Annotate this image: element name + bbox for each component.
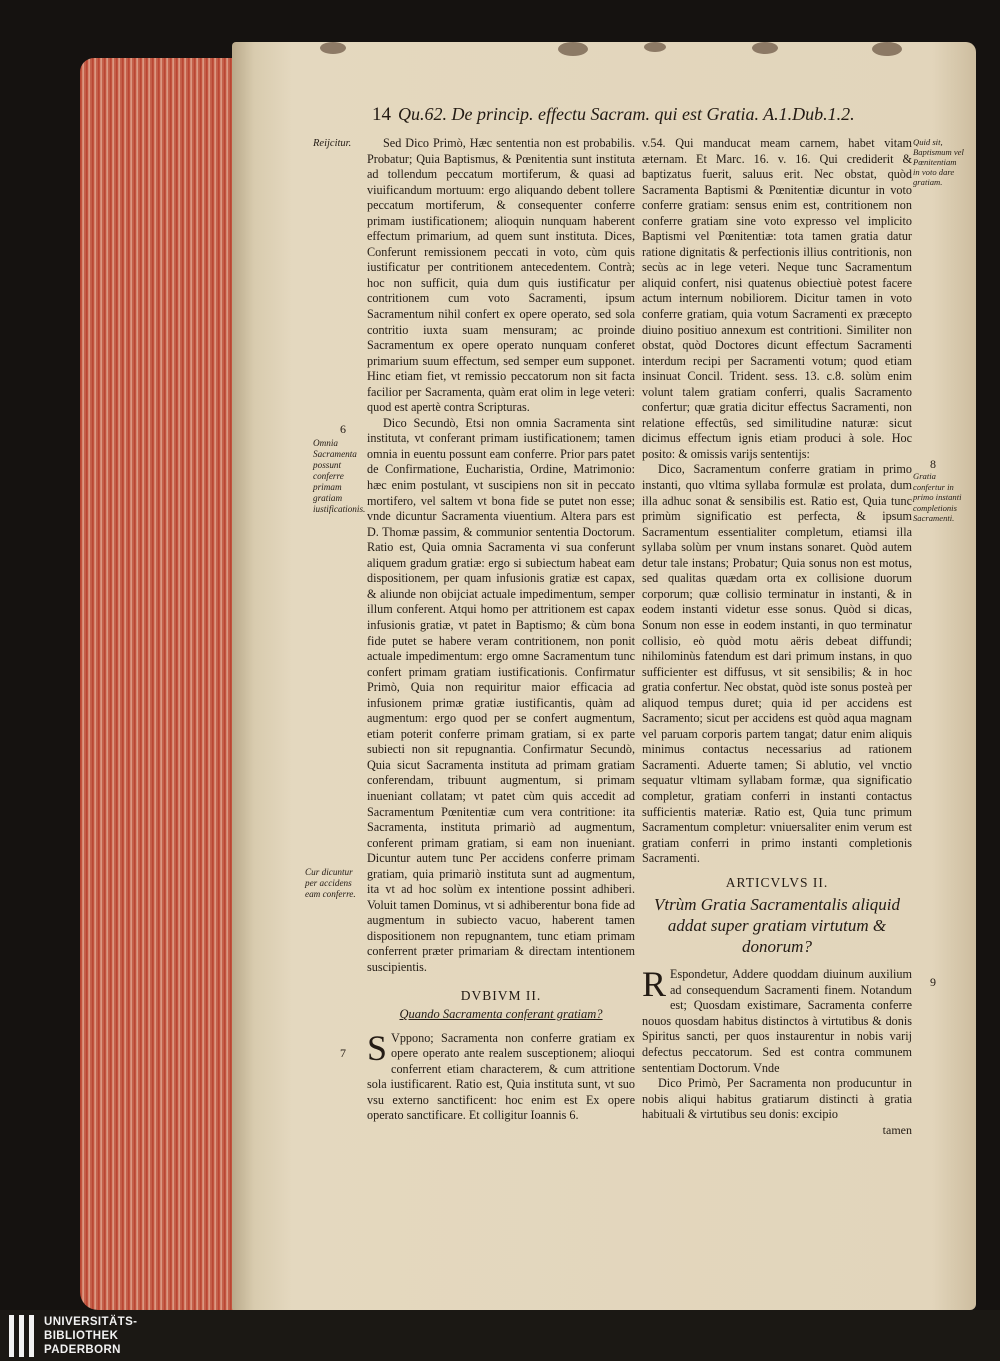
library-name: [44, 1315, 137, 1357]
margin-note-reijcitur: Reijcitur.: [313, 138, 352, 149]
catchword: tamen: [882, 1122, 912, 1137]
dubium-question: Quando Sacramenta conferant gratiam?: [399, 1007, 603, 1022]
library-name-line: UNIVERSITÄTS-: [44, 1316, 138, 1328]
running-header: [372, 104, 932, 128]
paragraph: Dico Primò, Per Sacramenta non producuntur in nobis aliqui habitus gratiarum distincti à gratia habituali & virtutibus seu donis: excipio: [642, 1076, 912, 1122]
text-column-right: [642, 136, 912, 1138]
page-number: 14: [372, 104, 391, 125]
ink-stain: [872, 42, 902, 56]
drop-capital: S: [367, 1027, 388, 1068]
margin-note-quid-sit: Quid sit, Baptismum vel Pœnitentiam in voto dare gratiam.: [913, 137, 964, 187]
margin-note-cur-dicuntur: Cur dicuntur per accidens eam conferre.: [305, 867, 356, 899]
ink-stain: [558, 42, 588, 56]
paragraph-text: Vppono; Sacramenta non conferre gratiam ex opere operato ante realem susceptionem; alioqui conferrent etiam characterem, & cum attritione sola iustificarent. Ratio est, Quia instituta sunt, vt suo vsu externo sanctificent: hoc enim est Ex opere operato sanctificare. Et colligitur Ioannis 6.: [367, 1030, 635, 1123]
footer-bar: [0, 1310, 1000, 1361]
margin-note-omnia-sacramenta: Omnia Sacramenta possunt conferre primam gratiam iustificationis.: [313, 438, 366, 514]
margin-number-8: 8: [930, 457, 936, 471]
drop-capital: R: [642, 964, 667, 1005]
paragraph: Dico, Sacramentum conferre gratiam in primo instanti, quo vltima syllaba formulæ est prolata, dum illa adhuc sonat & sensibilis est. Ratio est, Quia tunc primùm significatio est perfecta, & ipsum Sacramentum essentialiter completum, etiamsi illa syllaba solùm per vnum instans sonaret. Quòd autem detur tale instans; Probatur; Quia sonus non est motus, sed qualitas quædam orta ex collisione duorum corporum; quæ collisio terminatur in instanti, & in eodem instanti videtur esse sonus. Quòd si dicas, Sonum non esse in eodem instanti, in quo terminatur collisio, eò quòd motu aëris debeat diffundi; nihilominùs fatendum est dari primum instans, in quo sufficienter est diffusus, vt sit sensibilis; & in hoc gratia confertur. Nec obstat, quòd iste sonus posteà per aliquod tempus duret; quia id per accidens est Sacramento; sicut per accidens est quòd aqua magnam vel paruam corporis partem tangat; datur enim aliquis minimus contactus necessarius ad rationem Sacramenti. Aduerte tamen; Si ablutio, vel vnctio sequatur vltimam syllabam formæ, qua significatio completur, gratiam conferri in instanti contactus sufficientis materiæ. Ratio est, Quia tunc primum Sacramentum completur: vniuersaliter enim verum est gratiam conferri in primo instanti completionis Sacramenti.: [642, 462, 912, 866]
ink-stain: [644, 42, 666, 52]
ink-stain: [752, 42, 778, 54]
paragraph-with-dropcap: [642, 964, 912, 1076]
paragraph-with-dropcap: [367, 1027, 635, 1124]
paragraph: v.54. Qui manducat meam carnem, habet vitam æternam. Et Marc. 16. v. 16. Qui crediderit & baptizatus fuerit, saluus erit. Nec obstat, quòd Sacramenta Baptismi & Pœnitentiæ dicuntur in voto conferre gratiam: sensus enim est, contritionem non conferre gratiam sine voto expresso vel implicito Baptismi vel Pœnitentiæ: tota tamen gratia datur ratione dignitatis & perfectionis illius contritionis, non secùs ac in lege veteri. Neque tunc Sacramentum aliquid confert, nisi quatenus obiectiuè potest facere actum internum nobiliorem. Dicitur tamen in voto conferre gratiam, quia votum Sacramenti ex præcepto diuino positiuo annexum est contritioni. Similiter non obstat, quòd Doctores dicunt effectum Sacramenti interdum recipi per Sacramenti votum; quod etiam insinuat Concil. Trident. sess. 13. c.8. solùm enim volunt talem gratiam conferri, qualis Sacramento confertur; quæ gratia dicitur effectus Sacramenti, non relatione effectûs, sed similitudine naturæ: sicut dicimus effectum ignis etiam produci à sole. Hoc posito: & omissis varijs sententijs:: [642, 136, 912, 461]
library-name-line: BIBLIOTHEK: [44, 1330, 119, 1342]
margin-note-gratia-confertur: Gratia confertur in primo instanti completionis Sacramenti.: [913, 471, 962, 523]
running-title: Qu.62. De princip. effectu Sacram. qui est Gratia. A.1.Dub.1.2.: [398, 104, 855, 124]
articulus-title: Vtrùm Gratia Sacramentalis aliquid addat super gratiam virtutum & donorum?: [653, 895, 901, 957]
book-fore-edge: [80, 58, 236, 1310]
library-name-line: PADERBORN: [44, 1344, 121, 1356]
margin-number-6: 6: [340, 422, 346, 436]
paragraph: Dico Secundò, Etsi non omnia Sacramenta sint instituta, vt conferant primam iustificationem; tamen omnia in euentu possunt eam conferre. Prior pars patet de Confirmatione, Eucharistia, Ordine, Matrimonio: hæc enim postulant, vt suscipiens non sit in peccato mortifero, vel saltem vt bona fide se putet non esse; vnde dicuntur Sacramenta viuentium. Altera pars est D. Thomæ passim, & communior sententia Doctorum. Ratio est, Quia omnia Sacramenta vi sua conferunt aliquem gradum gratiæ: ergo si subiectum habeat eam dispositionem, per quam infusionis gratiæ est capax, & aliunde non obijciat actuale impedimentum, semper illum conferent. Atqui homo per attritionem est capax infusionis gratiæ, vt patet in Baptismo; & cùm bona fide putet se habere veram contritionem, non ponit actuale impedimentum: ergo omne Sacramentum tunc confert primam gratiam iustificationis. Confirmatur Primò, Quia non requiritur maior efficacia ad infusionem primæ gratiæ iustificantis, quàm ad augmentum: ergo quod per se confert augmentum, etiam poterit conferre primam gratiam, si ex parte subiecti non sit repugnantia. Confirmatur Secundò, Quia sicut Sacramenta instituta ad primam gratiam conferendam, tribuunt augmentum, si primam inueniant collatam; vt patet cùm quis accedit ad Sacramentum Pœnitentiæ cum vera contritione: ita Sacramenta, instituta primariò ad augmentum, conferent primam gratiam, si eam non inueniant. Dicuntur autem tunc Per accidens conferre primam gratiam, quia primariò instituta sunt ad augmentum, ita vt ad hoc solùm ex intentione possint adhiberi. Voluit tamen Dominus, vt si adhiberentur bona fide ad augmentum in subiecto vacuo, haberent tamen dispositionem non repugnantem, tunc etiam primam conferrent præter primariam & directam intentionem suscipientis.: [367, 415, 635, 974]
margin-number-7: 7: [340, 1046, 346, 1060]
margin-number-9: 9: [930, 975, 936, 989]
library-logo-icon: [8, 1313, 35, 1359]
paragraph: Sed Dico Primò, Hæc sententia non est probabilis. Probatur; Quia Baptismus, & Pœnitentia sunt instituta ad tollendum peccatum mortiferum, & quasi ad viuificandum mortuum: ergo aliquando debent tollere peccatum mortiferum, & consequenter conferre primam iustificationem; alioquin nunquam haberent effectum primarium, ad quem sunt instituta. Dices, Conferunt remissionem peccati in voto, cùm quis iustificatur per contritionem antecedentem. Contrà; hoc non sufficit, quia dum quis iustificatur per contritionem cum voto Sacramenti, ipsum Sacramentum nihil confert ex opere operato, sed sola contritio iuxta suam mensuram; ac proinde Sacramentum ex opere operato nunquam conferet primarium suum effectum, sed semper eum supponet. Hinc etiam fiet, vt remissio peccatorum non sit facta facilior per Sacramenta, quàm erat olim in lege veteri: quod est apertè contra Scripturas.: [367, 136, 635, 415]
paragraph-text: Espondetur, Addere quoddam diuinum auxilium ad consequendum Sacramenti finem. Notandum est; Quosdam existimare, Sacramenta conferre nouos quosdam habitus distinctos à virtutibus & donis Spiritus sancti, per quos instaurentur in nobis varij defectus peccatorum. Sed est contra communem sententiam Doctorum. Vnde: [642, 967, 912, 1075]
ink-stain: [320, 42, 346, 54]
articulus-heading: ARTICVLVS II.: [725, 874, 829, 890]
dubium-heading: DVBIVM II.: [460, 987, 542, 1003]
text-column-left: [367, 136, 635, 1124]
